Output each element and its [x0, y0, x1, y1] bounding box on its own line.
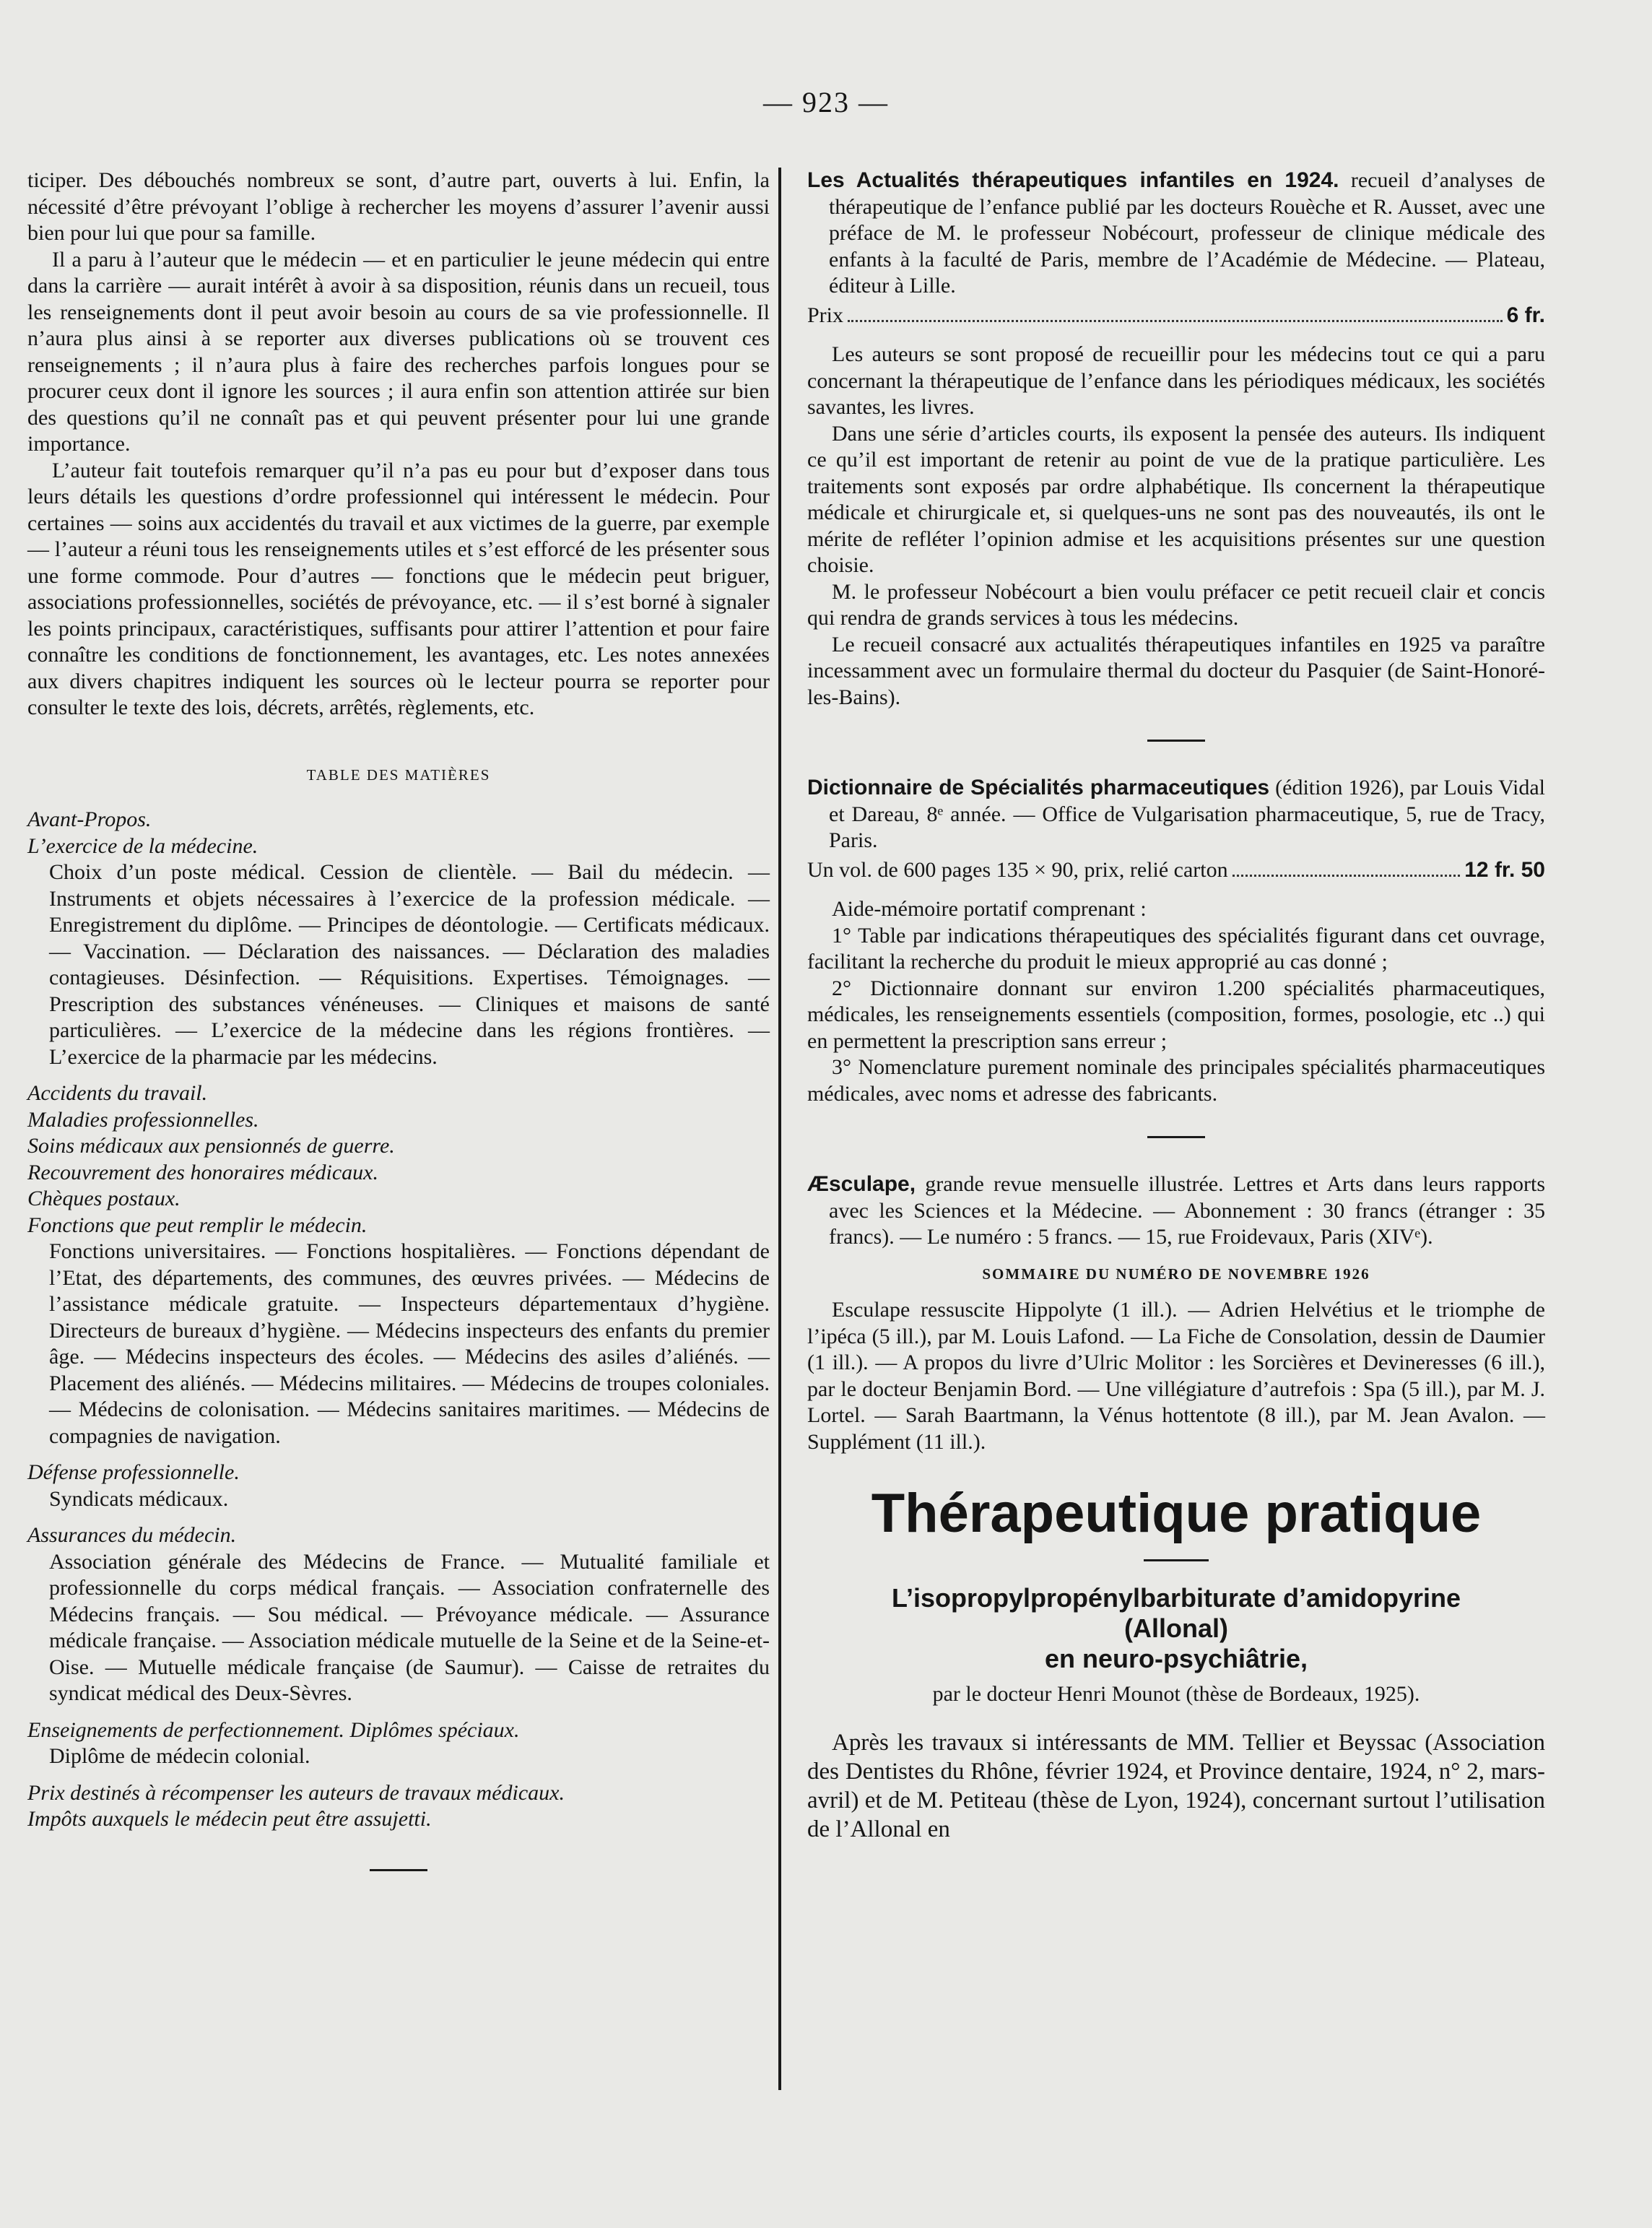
page-number: — 923 — — [763, 86, 889, 118]
toc-item: Maladies professionnelles. — [27, 1107, 259, 1132]
table-of-contents — [27, 807, 770, 1833]
toc-heading: Fonctions que peut remplir le médecin. — [27, 1213, 368, 1237]
article-body: Après les travaux si intéressants de MM. Tellier et Beyssac (Association des Dentistes du Rhône, février 1924, et Province dentaire, 1924, n° 2, mars-avril) et de M. Petiteau (thèse de Lyon, 1924), concernant surtout l’utilisation de l’Allonal en — [807, 1729, 1545, 1842]
review-title: Æsculape, — [807, 1172, 916, 1196]
body-paragraph: Dans une série d’articles courts, ils exposent la pensée des auteurs. Ils indiquent ce qu’il est important de retenir au point de vue de la pratique particulière. Les traitements sont exposés par ordre alphabétique. Ils concernent la thérapeutique médicale et chirurgicale et, si quelques-uns ne sont pas des nouveautés, ils ont le mérite de refléter l’opinion admise et les acquisitions présentes sur une question choisie. — [807, 421, 1545, 577]
review-header — [807, 1171, 1545, 1251]
toc-item: Avant-Propos. — [27, 807, 152, 831]
right-column — [807, 168, 1545, 1844]
toc-heading: Assurances du médecin. — [27, 1523, 237, 1547]
price-value: 12 fr. 50 — [1464, 857, 1545, 882]
review-edition: (édition 1926), — [1275, 776, 1404, 799]
column-rule — [778, 168, 781, 2090]
body-paragraph: Le recueil consacré aux actualités thérapeutiques infantiles en 1925 va paraître incessamment avec un formulaire thermal du docteur du Pasquier (de Saint-Honoré-les-Bains). — [807, 632, 1545, 709]
toc-item: Chèques postaux. — [27, 1187, 181, 1210]
toc-item: Impôts auxquels le médecin peut être assujetti. — [27, 1807, 432, 1831]
body-paragraph: Aide-mémoire portatif comprenant : — [832, 897, 1147, 921]
toc-body: Association générale des Médecins de France. — Mutualité familiale et professionnelle du corps médical français. — Association confraternelle des Médecins français. — Sou médical. — Prévoyance médicale. — Assurance médicale française. — Association médicale mutuelle de la Seine et de la Seine-et-Oise. — Mutuelle médicale française (de Saumur). — Caisse de retraites du syndicat médical des Deux-Sèvres. — [49, 1549, 770, 1705]
price-line — [807, 857, 1545, 884]
review-actualites — [807, 168, 1545, 711]
price-value: 6 fr. — [1506, 303, 1545, 327]
summary-title: SOMMAIRE DU NUMÉRO DE NOVEMBRE 1926 — [982, 1265, 1370, 1283]
section-heading: Thérapeutique pratique — [871, 1483, 1482, 1544]
toc-body: Diplôme de médecin colonial. — [49, 1744, 310, 1768]
toc-item: Prix destinés à récompenser les auteurs de travaux médicaux. — [27, 1780, 565, 1805]
section-divider — [1147, 740, 1205, 742]
toc-body: Syndicats médicaux. — [49, 1486, 229, 1511]
review-esculape — [807, 1171, 1545, 1455]
article-byline: par le docteur Henri Mounot (thèse de Bordeaux, 1925). — [932, 1682, 1420, 1706]
heading-rule — [1144, 1559, 1209, 1561]
review-header — [807, 775, 1545, 854]
body-paragraph: Les auteurs se sont proposé de recueillir pour les médecins tout ce qui a paru concernant la thérapeutique de l’enfance dans les périodiques médicaux, les sociétés savantes, les livres. — [807, 342, 1545, 419]
left-column — [27, 168, 770, 1871]
therapeutique-section — [807, 1481, 1545, 1844]
review-intro: grande revue mensuelle illustrée. Lettres et Arts dans leurs rapports avec les Sciences et la Médecine. — Abonnement : 30 francs (étranger : 35 francs). — Le numéro : 5 francs. — 15, rue Froidevaux, Paris (XIVᵉ). — [829, 1172, 1545, 1249]
body-paragraph: 3° Nomenclature purement nominale des principales spécialités pharmaceutiques médicales, avec noms et adresse des fabricants. — [807, 1055, 1545, 1106]
article-title: en neuro-psychiâtrie, — [1044, 1644, 1308, 1673]
review-intro: par Louis Vidal et Dareau, 8ᵉ année. — Office de Vulgarisation pharmaceutique, 5, rue de Tracy, Paris. — [829, 776, 1546, 852]
toc-heading: L’exercice de la médecine. — [27, 833, 258, 858]
body-paragraph: 2° Dictionnaire donnant sur environ 1.200 spécialités pharmaceutiques, médicales, les renseignements essentiels (composition, formes, posologie, etc ..) qui en permettent la prescription sans erreur ; — [807, 976, 1545, 1053]
summary-text: Esculape ressuscite Hippolyte (1 ill.). — Adrien Helvétius et le triomphe de l’ipéca (5 ill.), par M. Louis Lafond. — La Fiche de Consolation, dessin de Daumier (1 ill.). — A propos du livre d’Ulric Molitor : les Sorcières et Devineresses (6 ill.), par le docteur Benjamin Bord. — Une villégiature d’autrefois : Spa (5 ill.), par M. J. Lortel. — Sarah Baartmann, la Vénus hottentote (8 ill.), par M. Jean Avalon. — Supplément (11 ill.). — [807, 1298, 1545, 1454]
body-paragraph: 1° Table par indications thérapeutiques des spécialités figurant dans cet ouvrage, facilitant la recherche du produit le mieux approprié au cas donné ; — [807, 923, 1545, 974]
review-title: Dictionnaire de Spécialités pharmaceutiques — [807, 776, 1270, 799]
body-paragraph: M. le professeur Nobécourt a bien voulu préfacer ce petit recueil clair et concis qui rendra de grands services à tous les médecins. — [807, 579, 1545, 630]
body-paragraph: L’auteur fait toutefois remarquer qu’il n’a pas eu pour but d’exposer dans tous leurs détails les questions d’ordre professionnel qui intéressent le médecin. Pour certaines — soins aux accidentés du travail et aux victimes de la guerre, par exemple — l’auteur a réuni tous les renseignements utiles et s’est efforcé de les présenter sous une forme commode. Pour d’autres — fonctions que le médecin peut briguer, associations professionnelles, sociétés de prévoyance, etc. — il s’est borné à signaler les points principaux, caractéristiques, suffisants pour attirer l’attention et pour faire connaître les conditions de fonctionnement, les avantages, etc. Les notes annexées aux divers chapitres indiquent les sources où le lecteur pourra se reporter pour consulter le texte des lois, décrets, arrêtés, règlements, etc. — [27, 458, 770, 719]
toc-heading: Enseignements de perfectionnement. Diplômes spéciaux. — [27, 1717, 520, 1742]
section-divider — [1147, 1136, 1205, 1138]
review-intro: recueil d’analyses de thérapeutique de l’enfance publié par les docteurs Rouèche et R. Ausset, avec une préface de M. le professeur Nobécourt, professeur de clinique médicale des enfants à la faculté de Paris, membre de l’Académie de Médecine. — Plateau, éditeur à Lille. — [829, 168, 1545, 298]
toc-item: Accidents du travail. — [27, 1081, 208, 1105]
price-label: Un vol. de 600 pages 135 × 90, prix, relié carton — [807, 857, 1228, 882]
review-dictionnaire — [807, 775, 1545, 1107]
article-title: (Allonal) — [1124, 1613, 1228, 1643]
body-paragraph: Il a paru à l’auteur que le médecin — et en particulier le jeune médecin qui entre dans la carrière — aurait intérêt à avoir à sa disposition, réunis dans un recueil, tous les renseignements dont il peut avoir besoin au cours de sa vie professionnelle. Il n’aura plus ainsi à se reporter aux diverses publications où se trouvent ces renseignements ; il n’aura plus à faire des recherches parfois longues pour se procurer ceux dont il ignore les sources ; il aura enfin son attention attirée sur bien des questions qu’il ne connaît pas et qui peuvent présenter pour lui une grande importance. — [27, 247, 770, 456]
toc-item: Recouvrement des honoraires médicaux. — [27, 1160, 378, 1184]
article-title: L’isopropylpropénylbarbiturate d’amidopyrine — [891, 1583, 1461, 1613]
toc-item: Soins médicaux aux pensionnés de guerre. — [27, 1134, 395, 1158]
toc-title: TABLE DES MATIÈRES — [306, 766, 491, 784]
toc-body: Fonctions universitaires. — Fonctions hospitalières. — Fonctions dépendant de l’Etat, des départements, des communes, des œuvres privées. — Médecins de l’assistance médicale gratuite. — Inspecteurs départementaux d’hygiène. Directeurs de bureaux d’hygiène. — Médecins inspecteurs des enfants du premier âge. — Médecins inspecteurs des écoles. — Médecins des asiles d’aliénés. — Placement des aliénés. — Médecins militaires. — Médecins de troupes coloniales. — Médecins de colonisation. — Médecins sanitaires maritimes. — Médecins de compagnies de navigation. — [49, 1239, 770, 1448]
review-header — [807, 168, 1545, 300]
toc-heading: Défense professionnelle. — [27, 1460, 240, 1484]
price-line — [807, 303, 1545, 329]
section-divider — [370, 1869, 427, 1871]
body-paragraph: ticiper. Des débouchés nombreux se sont, d’autre part, ouverts à lui. Enfin, la nécessité d’être prévoyant l’oblige à rechercher les moyens d’assurer l’avenir aussi bien pour lui que pour sa famille. — [27, 168, 770, 245]
toc-body: Choix d’un poste médical. Cession de clientèle. — Bail du médecin. — Instruments et objets nécessaires à l’exercice de la profession médicale. — Enregistrement du diplôme. — Principes de déontologie. — Certificats médicaux. — Vaccination. — Déclaration des naissances. — Déclaration des maladies contagieuses. Désinfection. — Réquisitions. Expertises. Témoignages. — Prescription des substances vénéneuses. — Cliniques et maisons de santé particulières. — L’exercice de la médecine dans les régions frontières. — L’exercice de la pharmacie par les médecins. — [49, 860, 770, 1069]
price-label: Prix — [807, 303, 844, 327]
review-title: Les Actualités thérapeutiques infantiles en 1924. — [807, 168, 1339, 192]
leader-dots — [1233, 875, 1461, 877]
leader-dots — [848, 320, 1503, 322]
